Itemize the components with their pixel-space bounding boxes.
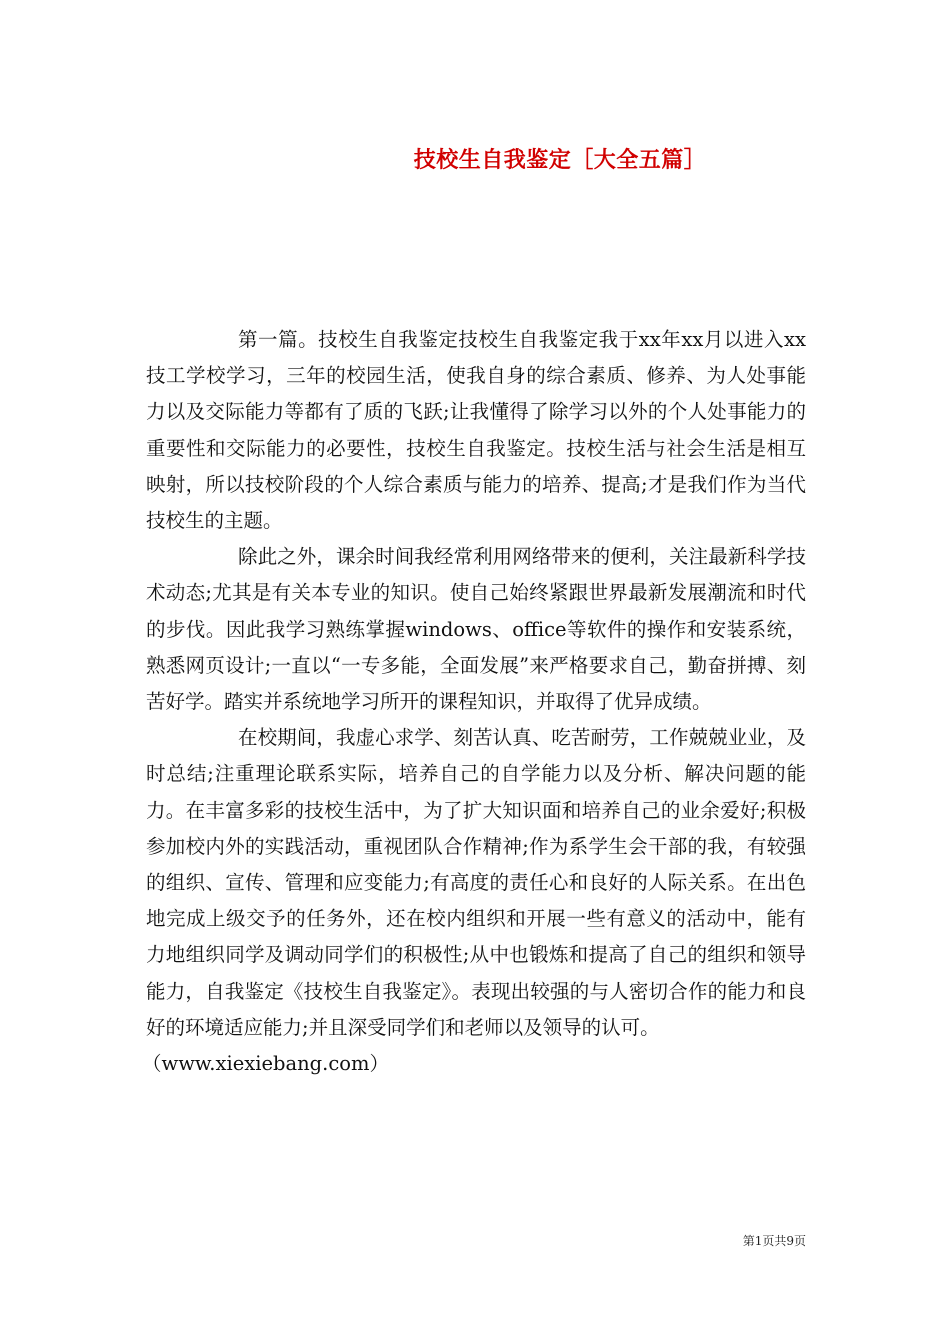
paragraph-2: 除此之外，课余时间我经常利用网络带来的便利，关注最新科学技术动态;尤其是有关本专业的知识。使自己始终紧跟世界最新发展潮流和时代的步伐。因此我学习熟练掌握windows、office等软件的操作和安装系统，熟悉网页设计;一直以“一专多能，全面发展”来严格要求自己，勤奋拼搏、刻苦好学。踏实并系统地学习所开的课程知识，并取得了优异成绩。 [146,545,806,714]
paragraph-1: 第一篇。技校生自我鉴定技校生自我鉴定我于xx年xx月以进入xx技工学校学习，三年的校园生活，使我自身的综合素质、修养、为人处事能力以及交际能力等都有了质的飞跃;让我懂得了除学习以外的个人处事能力的重要性和交际能力的必要性，技校生自我鉴定。技校生活与社会生活是相互映射，所以技校阶段的个人综合素质与能力的培养、提高;才是我们作为当代技校生的主题。 [146,328,806,533]
source-url: （www.xiexiebang.com） [142,1052,390,1076]
page-indicator: 第1页共9页 [742,1234,806,1248]
document-body [142,322,806,1082]
paragraph-3: 在校期间，我虚心求学、刻苦认真、吃苦耐劳，工作兢兢业业，及时总结;注重理论联系实际，培养自己的自学能力以及分析、解决问题的能力。在丰富多彩的技校生活中，为了扩大知识面和培养自己的业余爱好;积极参加校内外的实践活动，重视团队合作精神;作为系学生会干部的我，有较强的组织、宣传、管理和应变能力;有高度的责任心和良好的人际关系。在出色地完成上级交予的任务外，还在校内组织和开展一些有意义的活动中，能有力地组织同学及调动同学们的积极性;从中也锻炼和提高了自己的组织和领导能力，自我鉴定《技校生自我鉴定》。表现出较强的与人密切合作的能力和良好的环境适应能力;并且深受同学们和老师以及领导的认可。 [146,726,806,1039]
document-title: 技校生自我鉴定［大全五篇］ [413,146,707,173]
